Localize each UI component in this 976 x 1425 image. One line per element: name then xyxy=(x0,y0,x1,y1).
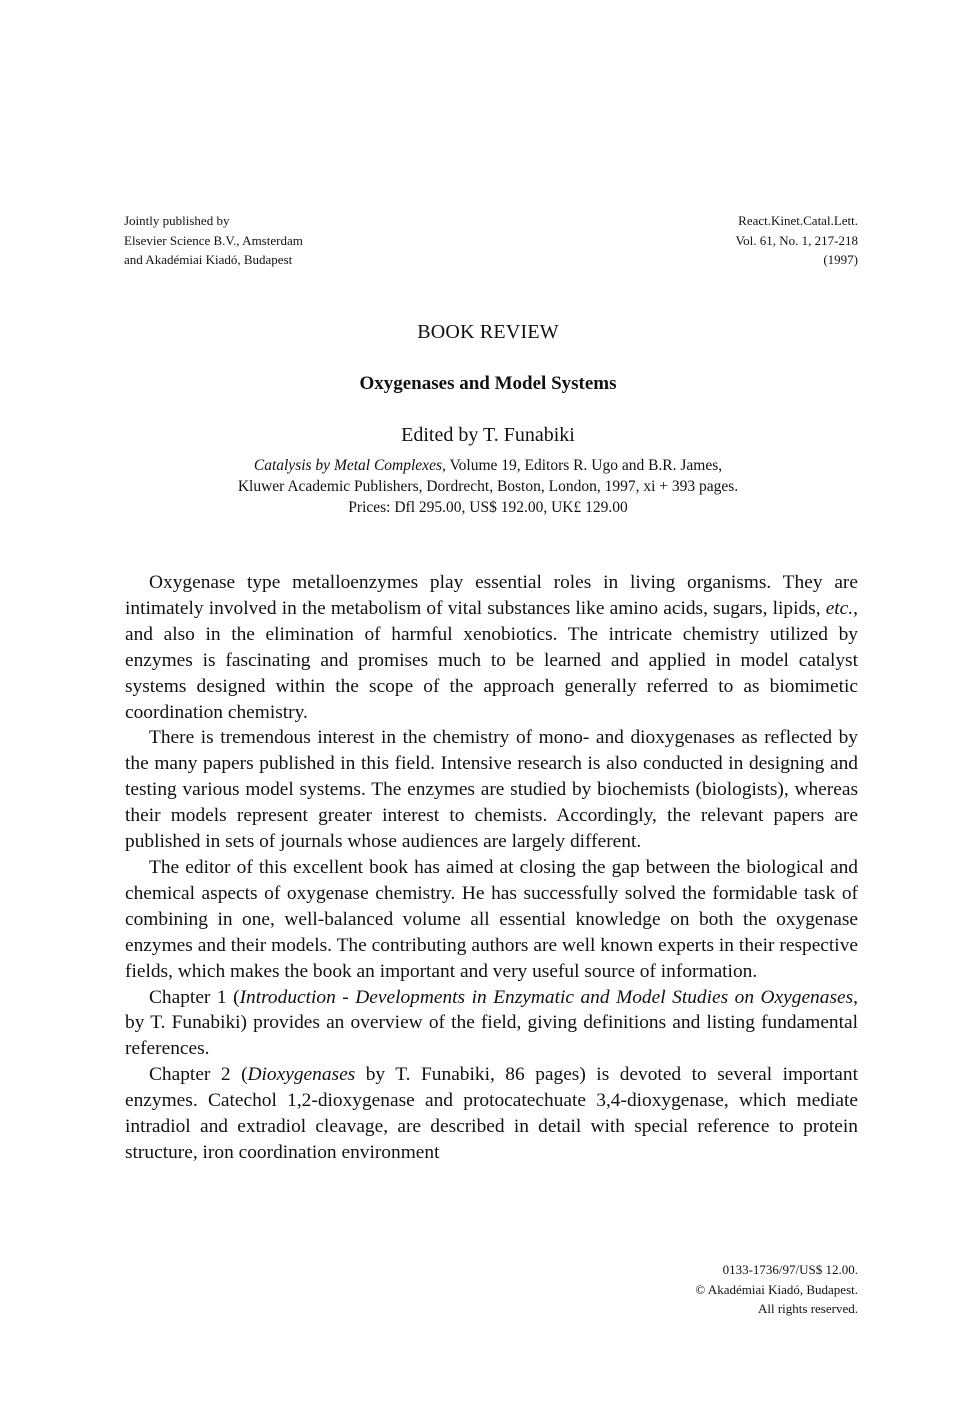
series-details: , Volume 19, Editors R. Ugo and B.R. James, xyxy=(441,457,723,474)
copyright-footer xyxy=(695,1260,858,1319)
publisher-line: and Akadémiai Kiadó, Budapest xyxy=(124,252,293,267)
paragraph: Oxygenase type metalloenzymes play essential roles in living organisms. They are intimately involved in the metabolism of vital substances like amino acids, sugars, lipids, etc., and also in the elimination of harmful xenobiotics. The intricate chemistry utilized by enzymes is fascinating and promises much to be learned and applied in model catalyst systems designed within the scope of the approach generally referred to as biomimetic coordination chemistry. xyxy=(125,572,858,723)
series-title: Catalysis by Metal Complexes xyxy=(253,457,442,474)
footer-line: © Akadémiai Kiadó, Budapest. xyxy=(695,1281,858,1297)
publisher-details: Kluwer Academic Publishers, Dordrecht, Boston, London, 1997, xi + 393 pages. xyxy=(237,478,739,495)
publisher-line: Elsevier Science B.V., Amsterdam xyxy=(124,232,303,248)
paragraph: The editor of this excellent book has aimed at closing the gap between the biological and chemical aspects of oxygenase chemistry. He has successfully solved the formidable task of combining in one, well-balanced volume all essential knowledge on both the oxygenase enzymes and their models. The contributing authors are well known experts in their respective fields, which makes the book an important and very useful source of information. xyxy=(125,856,858,982)
bibliographic-info xyxy=(0,455,976,518)
footer-line: All rights reserved. xyxy=(757,1301,858,1316)
publisher-info xyxy=(124,211,303,270)
footer-line: 0133-1736/97/US$ 12.00. xyxy=(722,1262,858,1277)
book-editor: Edited by T. Funabiki xyxy=(401,424,575,446)
review-body xyxy=(125,570,858,1166)
paragraph: Chapter 2 (Dioxygenases by T. Funabiki, 86 pages) is devoted to several important enzymes. Catechol 1,2-dioxygenase and protocatechuate 3,4-dioxygenase, which mediate intradiol and extradiol cleavage, are described in detail with special reference to protein structure, iron coordination environment xyxy=(125,1064,858,1163)
book-title: Oxygenases and Model Systems xyxy=(359,373,617,394)
section-label: BOOK REVIEW xyxy=(417,321,559,343)
series-line xyxy=(0,455,976,476)
journal-line: (1997) xyxy=(823,252,858,267)
journal-line: Vol. 61, No. 1, 217-218 xyxy=(735,232,858,248)
publisher-line: Jointly published by xyxy=(124,213,230,228)
paragraph: There is tremendous interest in the chemistry of mono- and dioxygenases as reflected by the many papers published in this field. Intensive research is also conducted in designing and testing various model systems. The enzymes are studied by biochemists (biologists), whereas their models represent greater interest to chemists. Accordingly, the relevant papers are published in sets of journals whose audiences are largely different. xyxy=(125,727,858,853)
journal-line: React.Kinet.Catal.Lett. xyxy=(738,213,858,228)
journal-citation xyxy=(735,211,858,270)
prices: Prices: Dfl 295.00, US$ 192.00, UK£ 129.00 xyxy=(348,499,628,516)
paragraph: Chapter 1 (Introduction - Developments in Enzymatic and Model Studies on Oxygenases, by T. Funabiki) provides an overview of the field, giving definitions and listing fundamental references. xyxy=(125,986,859,1060)
